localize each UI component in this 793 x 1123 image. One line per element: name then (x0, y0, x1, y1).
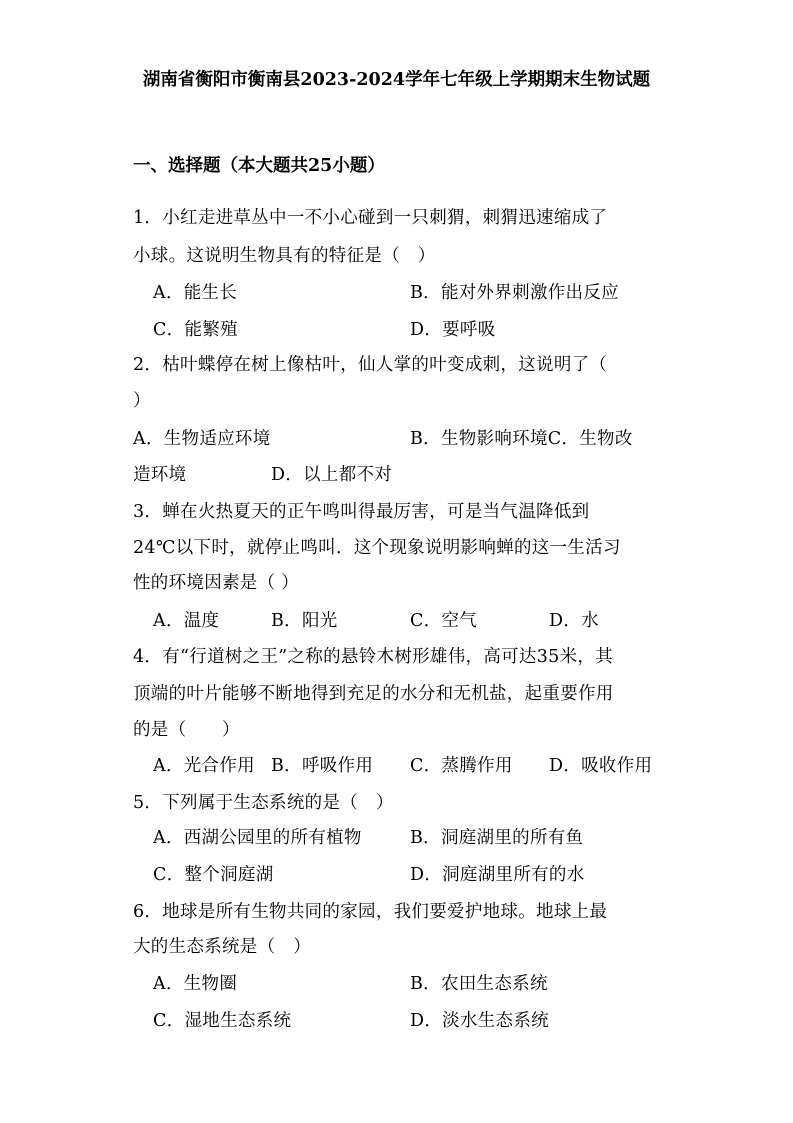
question-5-option-a: A．西湖公园里的所有植物 (153, 828, 362, 848)
question-4-line-3: 的是（ ） (133, 720, 240, 740)
question-1-option-b: B．能对外界刺激作出反应 (410, 283, 619, 303)
question-2-line-1: 2．枯叶蝶停在树上像枯叶，仙人掌的叶变成刺，这说明了（ (133, 355, 608, 375)
section-heading: 一、选择题（本大题共25小题） (133, 156, 385, 176)
question-3-line-2: 24℃以下时，就停止鸣叫．这个现象说明影响蝉的这一生活习 (133, 538, 621, 558)
question-5-option-c: C．整个洞庭湖 (153, 865, 274, 885)
question-4-option-b: B．呼吸作用 (271, 756, 374, 776)
question-2-option-b: B．生物影响环境C．生物改 (410, 429, 633, 449)
question-6-option-a: A．生物圈 (153, 974, 238, 994)
question-6-option-b: B．农田生态系统 (410, 974, 548, 994)
question-6-option-d: D．淡水生态系统 (410, 1011, 549, 1031)
question-2-option-d: D．以上都不对 (271, 465, 393, 485)
question-5-option-b: B．洞庭湖里的所有鱼 (410, 828, 584, 848)
question-3-option-d: D．水 (549, 611, 599, 631)
question-1-option-c: C．能繁殖 (153, 320, 238, 340)
question-6-option-c: C．湿地生态系统 (153, 1011, 292, 1031)
question-6-line-1: 6．地球是所有生物共同的家园，我们要爱护地球。地球上最 (133, 902, 608, 922)
question-3-option-a: A．温度 (153, 611, 220, 631)
question-4-line-2: 顶端的叶片能够不断地得到充足的水分和无机盐，起重要作用 (133, 684, 614, 704)
question-5-line-1: 5．下列属于生态系统的是（ ） (133, 793, 394, 813)
question-1-option-a: A．能生长 (153, 283, 238, 303)
question-4-option-d: D．吸收作用 (549, 756, 653, 776)
question-2-option-a: A．生物适应环境 (133, 429, 271, 449)
question-4-line-1: 4．有“行道树之王”之称的悬铃木树形雄伟，高可达35米，其 (133, 647, 613, 667)
question-2-option-c-cont: 造环境 (133, 465, 187, 485)
question-3-option-b: B．阳光 (271, 611, 338, 631)
question-4-option-c: C．蒸腾作用 (410, 756, 513, 776)
question-6-line-2: 大的生态系统是（ ） (133, 937, 311, 957)
question-1-line-1: 1．小红走进草丛中一不小心碰到一只刺猬，刺猬迅速缩成了 (133, 208, 608, 228)
question-4-option-a: A．光合作用 (153, 756, 255, 776)
question-3-line-1: 3．蝉在火热夏天的正午鸣叫得最厉害，可是当气温降低到 (133, 502, 590, 522)
question-2-line-2: ） (133, 391, 151, 411)
question-3-line-3: 性的环境因素是（ ） (133, 573, 300, 593)
question-5-option-d: D．洞庭湖里所有的水 (410, 865, 585, 885)
document-title: 湖南省衡阳市衡南县2023-2024学年七年级上学期期末生物试题 (142, 70, 651, 90)
question-1-line-2: 小球。这说明生物具有的特征是（ ） (133, 246, 436, 266)
question-1-option-d: D．要呼吸 (410, 320, 496, 340)
question-3-option-c: C．空气 (410, 611, 478, 631)
